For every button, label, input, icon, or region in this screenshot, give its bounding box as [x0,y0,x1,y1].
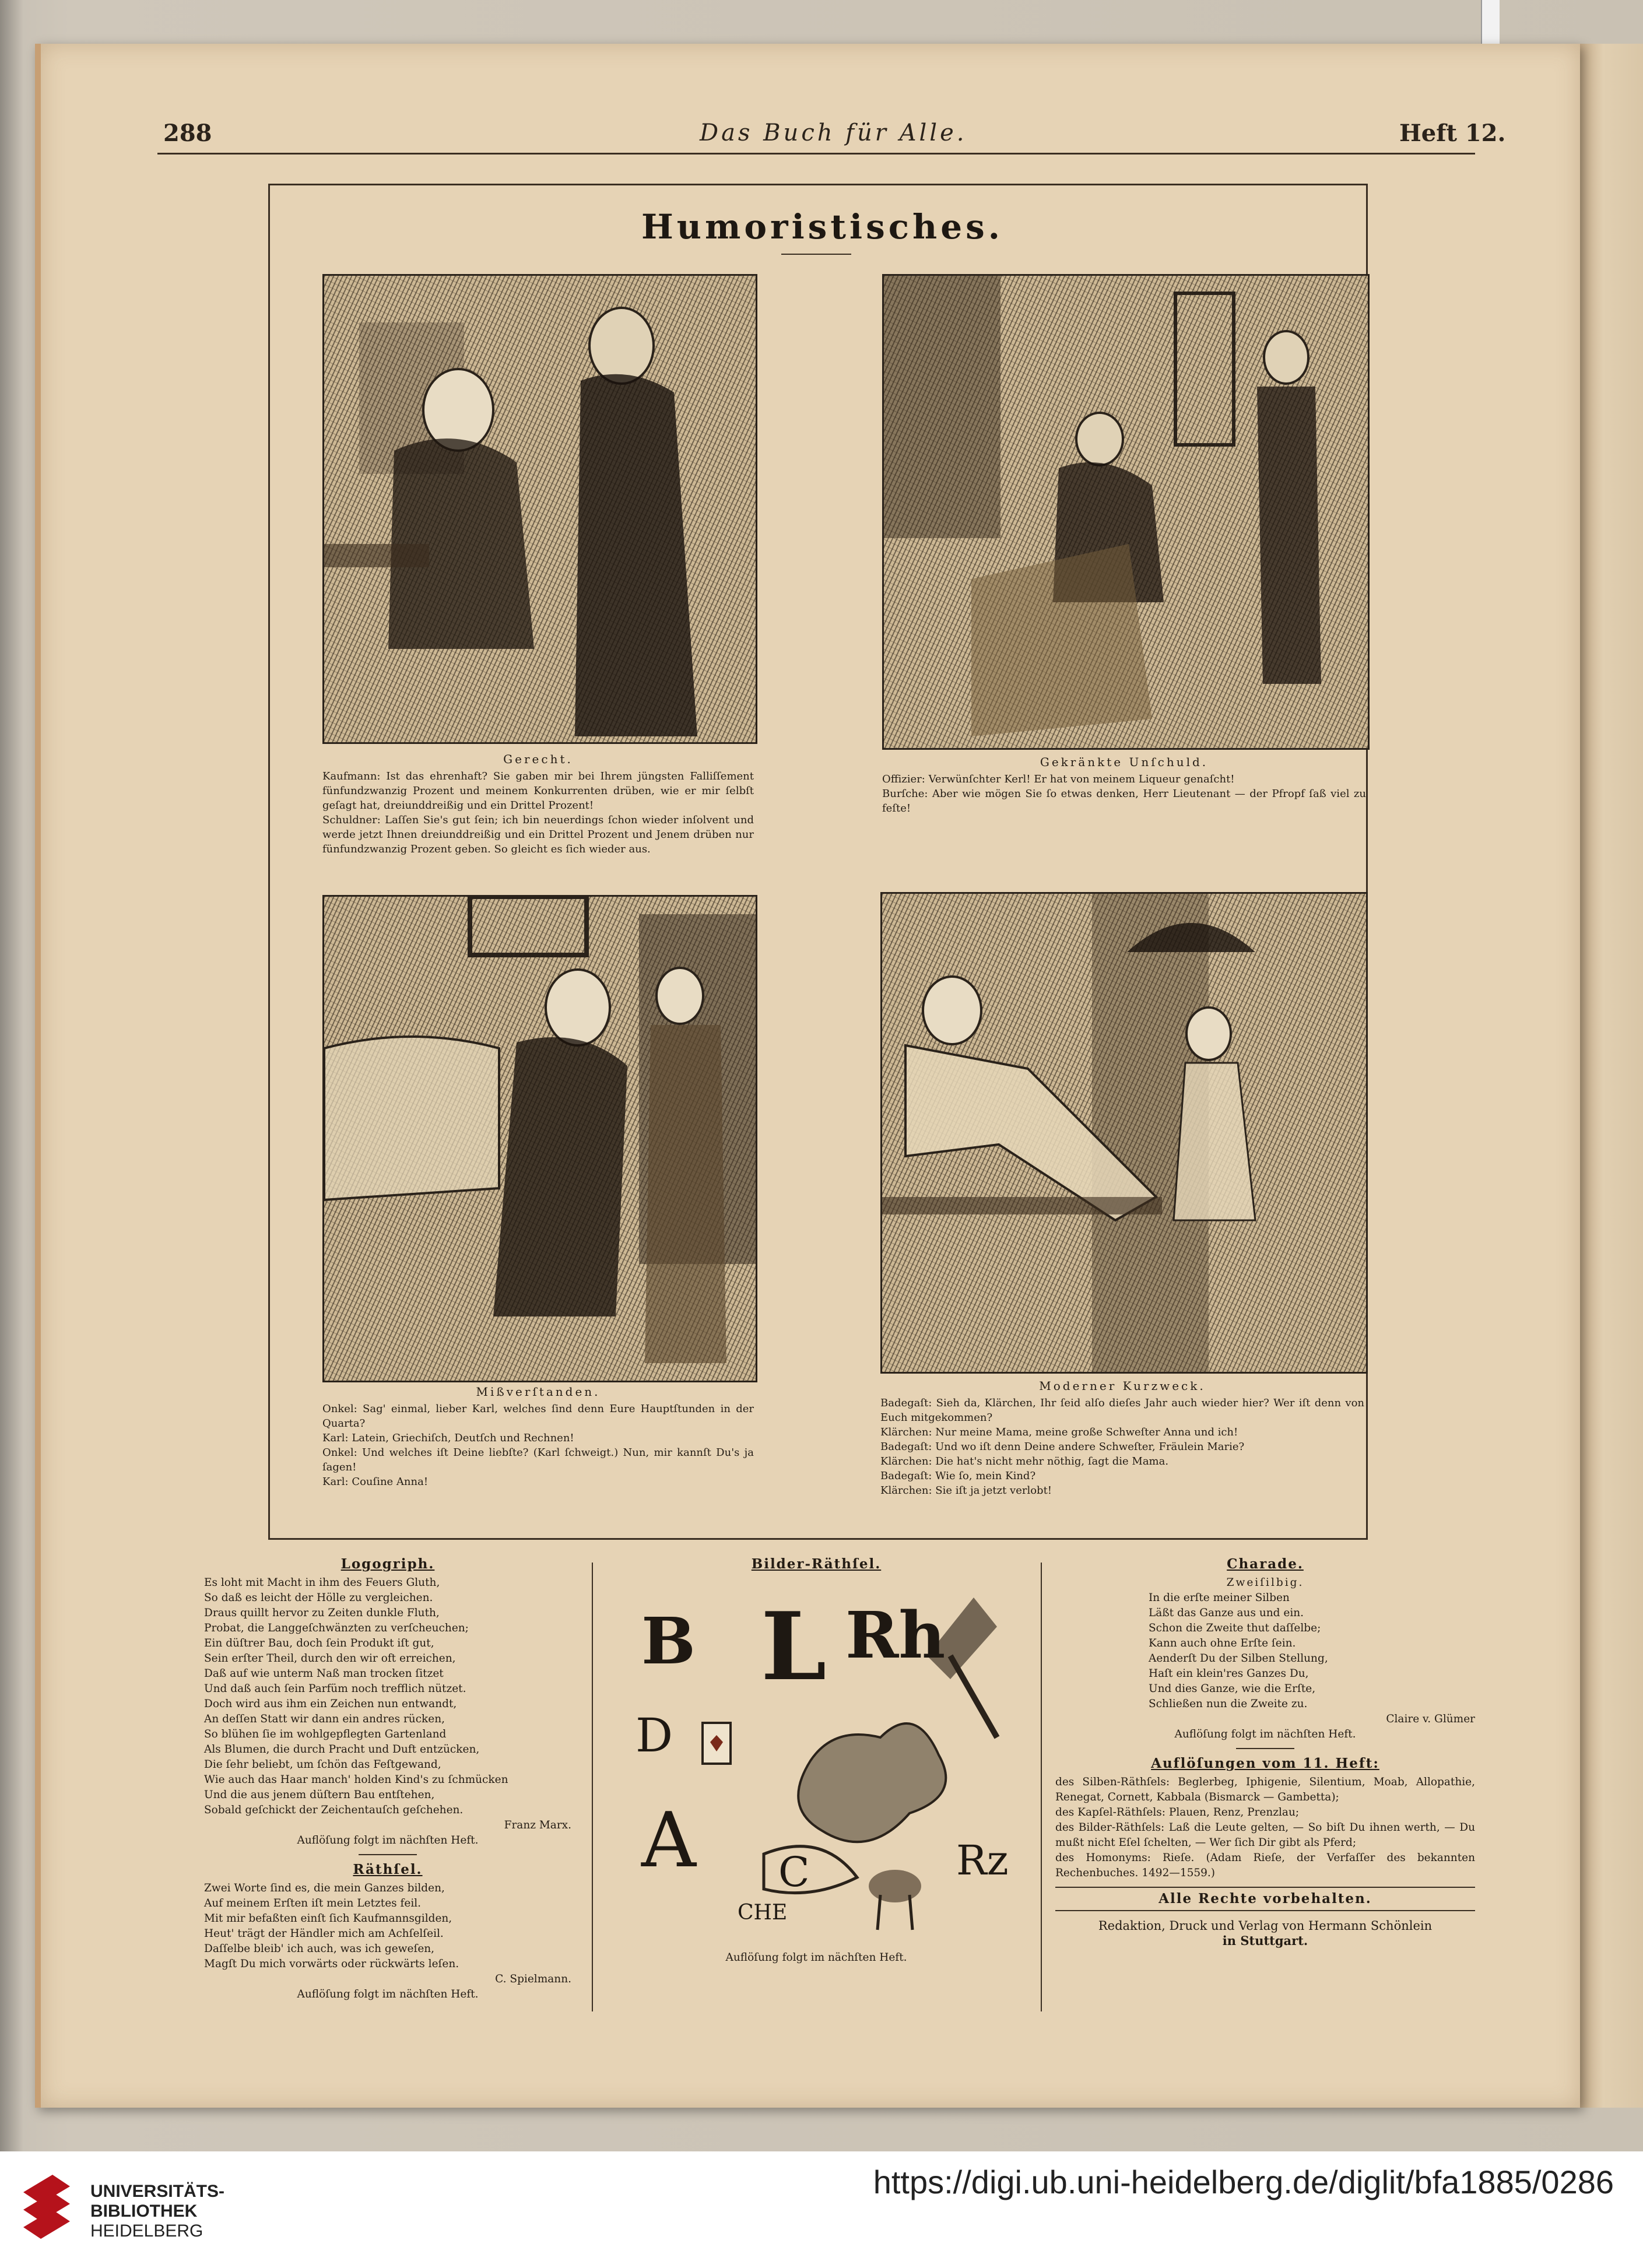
caption-line: Schuldner: Laſſen Sie's gut ſein; ich bin neuerdings ſchon wieder inſolvent und werde jetzt Ihnen dreiunddreißig und ein Drittel Prozent und Jenem drüben nur fünfundzwanzig Prozent geben. So gleicht es ſich wieder aus. [322,814,754,855]
column-divider [592,1563,593,2011]
puzzle-glyph: A [641,1796,696,1884]
charade-block [1055,1557,1475,1948]
logogriph-note: Auflöſung folgt im nächſten Heft. [297,1834,479,1846]
cartoon-title: Mißverſtanden. [476,1385,601,1399]
logogriph-block [204,1557,571,2002]
cartoon-caption-missverstanden [322,1385,754,1489]
poem-line: Sobald geſchickt der Zeichentauſch geſchehen. [204,1804,464,1816]
poem-line: Mit mir befaßten einſt ſich Kaufmannsgilden, [204,1912,452,1925]
solutions-title: Auflöſungen vom 11. Heft: [1151,1756,1379,1771]
solution-line: des Homonyms: Rieſe. (Adam Rieſe, der Verfaſſer des bekannten Rechenbuches. 1492—1559.) [1055,1852,1475,1879]
poem-line: Und daß auch ſein Parfüm noch trefflich nützet. [204,1683,466,1695]
logogriph-author: Franz Marx. [504,1819,571,1831]
poem-line: Und dies Ganze, wie die Erſte, [1149,1683,1316,1695]
caption-line: Badegaſt: Wie ſo, mein Kind? [880,1470,1036,1482]
caption-line: Klärchen: Die hat's nicht mehr nöthig, ſagt die Mama. [880,1455,1169,1467]
poem-line: Probat, die Langgeſchwänzten zu verſcheuchen; [204,1622,469,1634]
column-rule [1055,1887,1475,1888]
library-name-line: HEIDELBERG [90,2221,203,2241]
column-rule [1236,1748,1294,1749]
bilder-raethsel-note: Auflöſung folgt im nächſten Heft. [725,1951,907,1964]
caption-line: Karl: Couſine Anna! [322,1476,429,1488]
cartoon-title: Gerecht. [503,752,573,766]
column-divider [1041,1563,1042,2011]
raethsel-author: C. Spielmann. [495,1973,571,1985]
caption-line: Onkel: Sag' einmal, lieber Karl, welches ſind denn Eure Hauptſtunden in der Quarta? [322,1403,754,1430]
puzzle-glyph: C [778,1848,810,1896]
page-number: 288 [163,120,212,147]
picture-puzzle [636,1586,1009,1947]
poem-line: Daß auf wie unterm Naß man trocken ſitzet [204,1667,444,1680]
solution-line: des Kapſel-Räthſels: Plauen, Renz, Prenzlau; [1055,1806,1300,1818]
permalink-url[interactable]: https://digi.ub.uni-heidelberg.de/diglit/bfa1885/0286 [873,2164,1614,2200]
raethsel-title: Räthſel. [353,1862,423,1877]
poem-line: Auf meinem Erſten iſt mein Letztes feil. [204,1897,422,1909]
caption-line: Burſche: Aber wie mögen Sie ſo etwas denken, Herr Lieutenant — der Pfropf ſaß viel zu feſte! [882,788,1366,814]
bilder-raethsel-title: Bilder-Räthſel. [751,1556,882,1572]
puzzle-glyph: Rz [956,1837,1009,1884]
solution-line: des Bilder-Räthſels: Laß die Leute gelten, — So biſt Du ihnen werth, — Du mußt nicht Eſel ſchelten, — Wer ſich Dir gibt als Pferd; [1055,1821,1475,1849]
poem-line: Magſt Du mich vorwärts oder rückwärts leſen. [204,1958,459,1970]
cartoon-image-missverstanden [322,895,757,1382]
rights-notice: Alle Rechte vorbehalten. [1158,1891,1372,1907]
poem-line: Heut' trägt der Händler mich am Achſelſeil. [204,1928,444,1940]
caption-line: Klärchen: Sie iſt ja jetzt verlobt! [880,1484,1052,1497]
poem-line: Die ſehr beliebt, um ſchön das Feſtgewand, [204,1758,441,1771]
library-name[interactable] [90,2182,224,2241]
poem-line: Wie auch das Haar manch' holden Kind's zu ſchmücken [204,1774,508,1786]
cartoon-image-gerecht [322,274,757,744]
poem-line: In die erſte meiner Silben [1149,1592,1290,1604]
header-rule [157,153,1475,155]
column-rule [1055,1910,1475,1911]
running-title: Das Buch für Alle. [700,120,967,146]
poem-line: Es loht mit Macht in ihm des Feuers Gluth, [204,1577,440,1589]
solution-line: des Silben-Räthſels: Beglerbeg, Iphigenie, Silentium, Moab, Allopathie, Renegat, Cornett, Kabbala (Bismarck — Gambetta); [1055,1776,1475,1803]
cartoon-caption-gekraenkte-unschuld [882,755,1366,816]
column-rule [359,1854,417,1855]
bilder-raethsel-footer [606,1950,1026,1965]
puzzle-glyph: CHE [738,1901,788,1925]
poem-line: Kann auch ohne Erſte ſein. [1149,1637,1296,1649]
charade-author: Claire v. Glümer [1386,1713,1475,1725]
puzzle-glyph: Rh [845,1598,946,1673]
poem-line: Ein düſtrer Bau, doch ſein Produkt iſt gut, [204,1637,434,1649]
poem-line: Schließen nun die Zweite zu. [1149,1698,1308,1710]
poem-line: Draus quillt hervor zu Zeiten dunkle Fluth, [204,1607,440,1619]
cartoon-title: Moderner Kurzweck. [1039,1379,1206,1393]
caption-line: Onkel: Und welches iſt Deine liebſte? (Karl ſchweigt.) Nun, mir kannſt Du's ja ſagen! [322,1447,754,1473]
imprint-line-2: in Stuttgart. [1222,1933,1308,1948]
page-clip [1481,0,1500,44]
cartoon-image-moderner-kurzweck [880,892,1368,1374]
poem-line: Als Blumen, die durch Pracht und Duft entzücken, [204,1743,480,1756]
poem-line: Sein erſter Theil, durch den wir oft erreichen, [204,1652,456,1665]
poem-line: Läßt das Ganze aus und ein. [1149,1607,1304,1619]
charade-note: Auflöſung folgt im nächſten Heft. [1174,1728,1356,1740]
issue-number: Heft 12. [1399,120,1506,147]
caption-line: Karl: Latein, Griechiſch, Deutſch und Rechnen! [322,1432,574,1444]
cartoon-title: Gekränkte Unſchuld. [1040,755,1209,769]
poem-line: Haſt ein klein'res Ganzes Du, [1149,1667,1309,1680]
charade-subtitle: Zweiſilbig. [1226,1577,1304,1589]
caption-line: Kaufmann: Ist das ehrenhaft? Sie gaben mir bei Ihrem jüngsten Falliſſement fünfundzwanzig Prozent und meinem Konkurrenten drüben, wie er mir ſelbſt geſagt hat, dreiunddreißig und ein Drittel Prozent! [322,770,754,812]
poem-line: An deſſen Statt wir dann ein andres rücken, [204,1713,445,1725]
caption-line: Badegaſt: Und wo iſt denn Deine andere Schweſter, Fräulein Marie? [880,1441,1245,1453]
caption-line: Klärchen: Nur meine Mama, meine große Schweſter Anna und ich! [880,1426,1238,1438]
section-title: Humoristisches. [641,207,1003,247]
section-rule [781,254,851,255]
cartoon-caption-gerecht [322,752,754,856]
poem-line: Schon die Zweite thut daſſelbe; [1149,1622,1321,1634]
poem-line: So blühen ſie im wohlgepflegten Gartenland [204,1728,447,1740]
charade-title: Charade. [1227,1556,1304,1572]
logogriph-title: Logogriph. [340,1556,435,1572]
puzzle-glyph: L [761,1592,827,1701]
caption-line: Badegaſt: Sieh da, Klärchen, Ihr ſeid alſo dieſes Jahr auch wieder hier? Wer iſt denn von Euch mitgekommen? [880,1397,1364,1424]
cartoon-image-gekraenkte-unschuld [882,274,1370,750]
caption-line: Offizier: Verwünſchter Kerl! Er hat von meinem Liqueur genaſcht! [882,773,1235,785]
puzzle-glyph: B [641,1603,696,1679]
raethsel-note: Auflöſung folgt im nächſten Heft. [297,1988,479,2000]
imprint-line-1: Redaktion, Druck und Verlag von Hermann Schönlein [1098,1919,1433,1933]
poem-line: Und die aus jenem düſtern Bau entſtehen, [204,1789,435,1801]
poem-line: Daſſelbe bleib' ich auch, was ich geweſen, [204,1943,435,1955]
library-logo-icon[interactable] [17,2169,76,2251]
poem-line: So daß es leicht der Hölle zu vergleichen. [204,1592,433,1604]
poem-line: Zwei Worte ſind es, die mein Ganzes bilden, [204,1882,445,1894]
cartoon-caption-moderner-kurzweck [880,1379,1364,1498]
poem-line: Aenderſt Du der Silben Stellung, [1149,1652,1328,1665]
library-name-line: UNIVERSITÄTS- [90,2182,225,2201]
bilder-raethsel-block [606,1557,1026,1575]
library-name-line: BIBLIOTHEK [90,2202,198,2221]
poem-line: Doch wird aus ihm ein Zeichen nun entwandt, [204,1698,457,1710]
puzzle-glyph: D [636,1708,673,1763]
